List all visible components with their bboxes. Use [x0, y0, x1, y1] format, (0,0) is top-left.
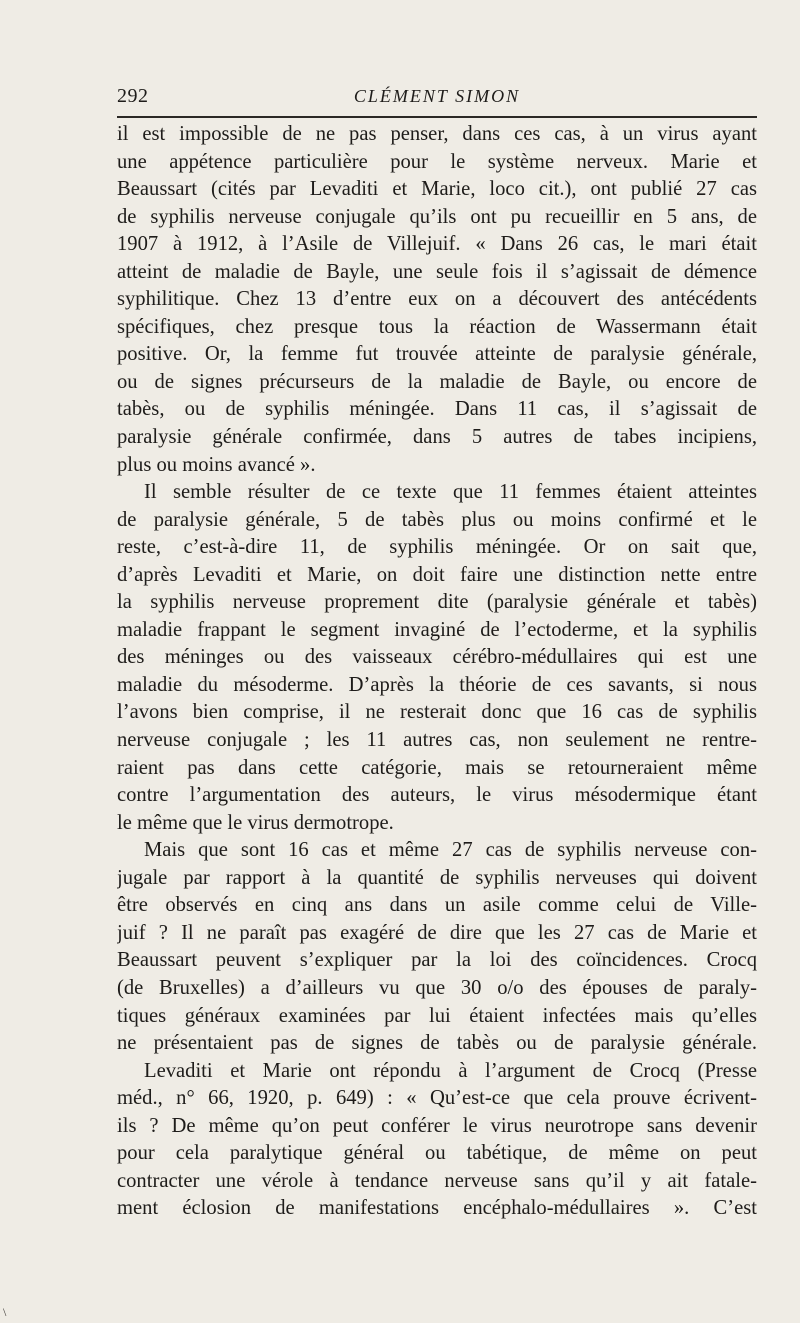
text-line: contre l’argumentation des auteurs, le virus mésodermique étant [117, 784, 757, 807]
text-line: maladie du mésoderme. D’après la théorie de ces savants, si nous [117, 673, 757, 696]
text-line: Beaussart peuvent s’expliquer par la loi des coïncidences. Crocq [117, 949, 757, 972]
text-line: maladie frappant le segment invaginé de l’ectoderme, et la syphilis [117, 618, 757, 641]
text-line: Il semble résulter de ce texte que 11 femmes étaient atteintes [144, 481, 757, 504]
header-rule [117, 116, 757, 118]
text-line: le même que le virus dermotrope. [117, 811, 394, 834]
text-line: ils ? De même qu’on peut conférer le virus neurotrope sans devenir [117, 1114, 757, 1137]
text-line: Levaditi et Marie ont répondu à l’argument de Crocq (Presse [144, 1059, 757, 1082]
text-line: spécifiques, chez presque tous la réaction de Wassermann était [117, 315, 757, 338]
text-line: une appétence particulière pour le système nerveux. Marie et [117, 150, 757, 173]
text-line: ou de signes précurseurs de la maladie de Bayle, ou encore de [117, 370, 757, 393]
text-line: d’après Levaditi et Marie, on doit faire une distinction nette entre [117, 563, 757, 586]
text-line: contracter une vérole à tendance nerveuse sans qu’il y ait fatale- [117, 1169, 757, 1192]
text-line: des méninges ou des vaisseaux cérébro-médullaires qui est une [117, 646, 757, 669]
text-line: Beaussart (cités par Levaditi et Marie, loco cit.), ont publié 27 cas [117, 178, 757, 201]
text-line: de syphilis nerveuse conjugale qu’ils ont pu recueillir en 5 ans, de [117, 205, 757, 228]
text-line: pour cela paralytique général ou tabétique, de même on peut [117, 1142, 757, 1165]
text-line: positive. Or, la femme fut trouvée atteinte de paralysie générale, [117, 343, 757, 366]
text-line: juif ? Il ne paraît pas exagéré de dire que les 27 cas de Marie et [117, 921, 757, 944]
text-line: raient pas dans cette catégorie, mais se retourneraient même [117, 756, 757, 779]
text-line: la syphilis nerveuse proprement dite (paralysie générale et tabès) [117, 591, 757, 614]
text-line: reste, c’est-à-dire 11, de syphilis méningée. Or on sait que, [117, 536, 757, 559]
text-line: Mais que sont 16 cas et même 27 cas de syphilis nerveuse con- [144, 839, 757, 862]
text-line: nerveuse conjugale ; les 11 autres cas, non seulement ne rentre- [117, 729, 757, 752]
text-line: il est impossible de ne pas penser, dans ces cas, à un virus ayant [117, 123, 757, 145]
text-line: tabès, ou de syphilis méningée. Dans 11 cas, il s’agissait de [117, 398, 757, 421]
text-line: être observés en cinq ans dans un asile comme celui de Ville- [117, 894, 757, 917]
running-title: CLÉMENT SIMON [353, 86, 521, 106]
text-line: syphilitique. Chez 13 d’entre eux on a découvert des antécédents [117, 288, 757, 311]
text-line: (de Bruxelles) a d’ailleurs vu que 30 o/o des épouses de paraly- [117, 976, 757, 999]
running-head [117, 84, 757, 114]
text-line: atteint de maladie de Bayle, une seule fois il s’agissait de démence [117, 260, 757, 283]
text-line: plus ou moins avancé ». [117, 453, 316, 476]
text-line: de paralysie générale, 5 de tabès plus ou moins confirmé et le [117, 508, 757, 531]
text-line: tiques généraux examinées par lui étaient infectées mais qu’elles [117, 1004, 757, 1027]
text-line: ne présentaient pas de signes de tabès ou de paralysie générale. [117, 1032, 757, 1055]
text-line: 1907 à 1912, à l’Asile de Villejuif. « Dans 26 cas, le mari était [117, 233, 757, 256]
text-line: paralysie générale confirmée, dans 5 autres de tabes incipiens, [117, 426, 757, 449]
text-line: méd., n° 66, 1920, p. 649) : « Qu’est-ce que cela prouve écrivent- [117, 1087, 757, 1110]
text-line: l’avons bien comprise, il ne resterait donc que 16 cas de syphilis [117, 701, 757, 724]
page-number: 292 [117, 85, 149, 107]
text-line: jugale par rapport à la quantité de syphilis nerveuses qui doivent [117, 866, 757, 889]
text-line: ment éclosion de manifestations encéphalo-médullaires ». C’est [117, 1197, 757, 1220]
body-text [117, 121, 757, 1223]
margin-mark: \ [3, 1305, 7, 1319]
